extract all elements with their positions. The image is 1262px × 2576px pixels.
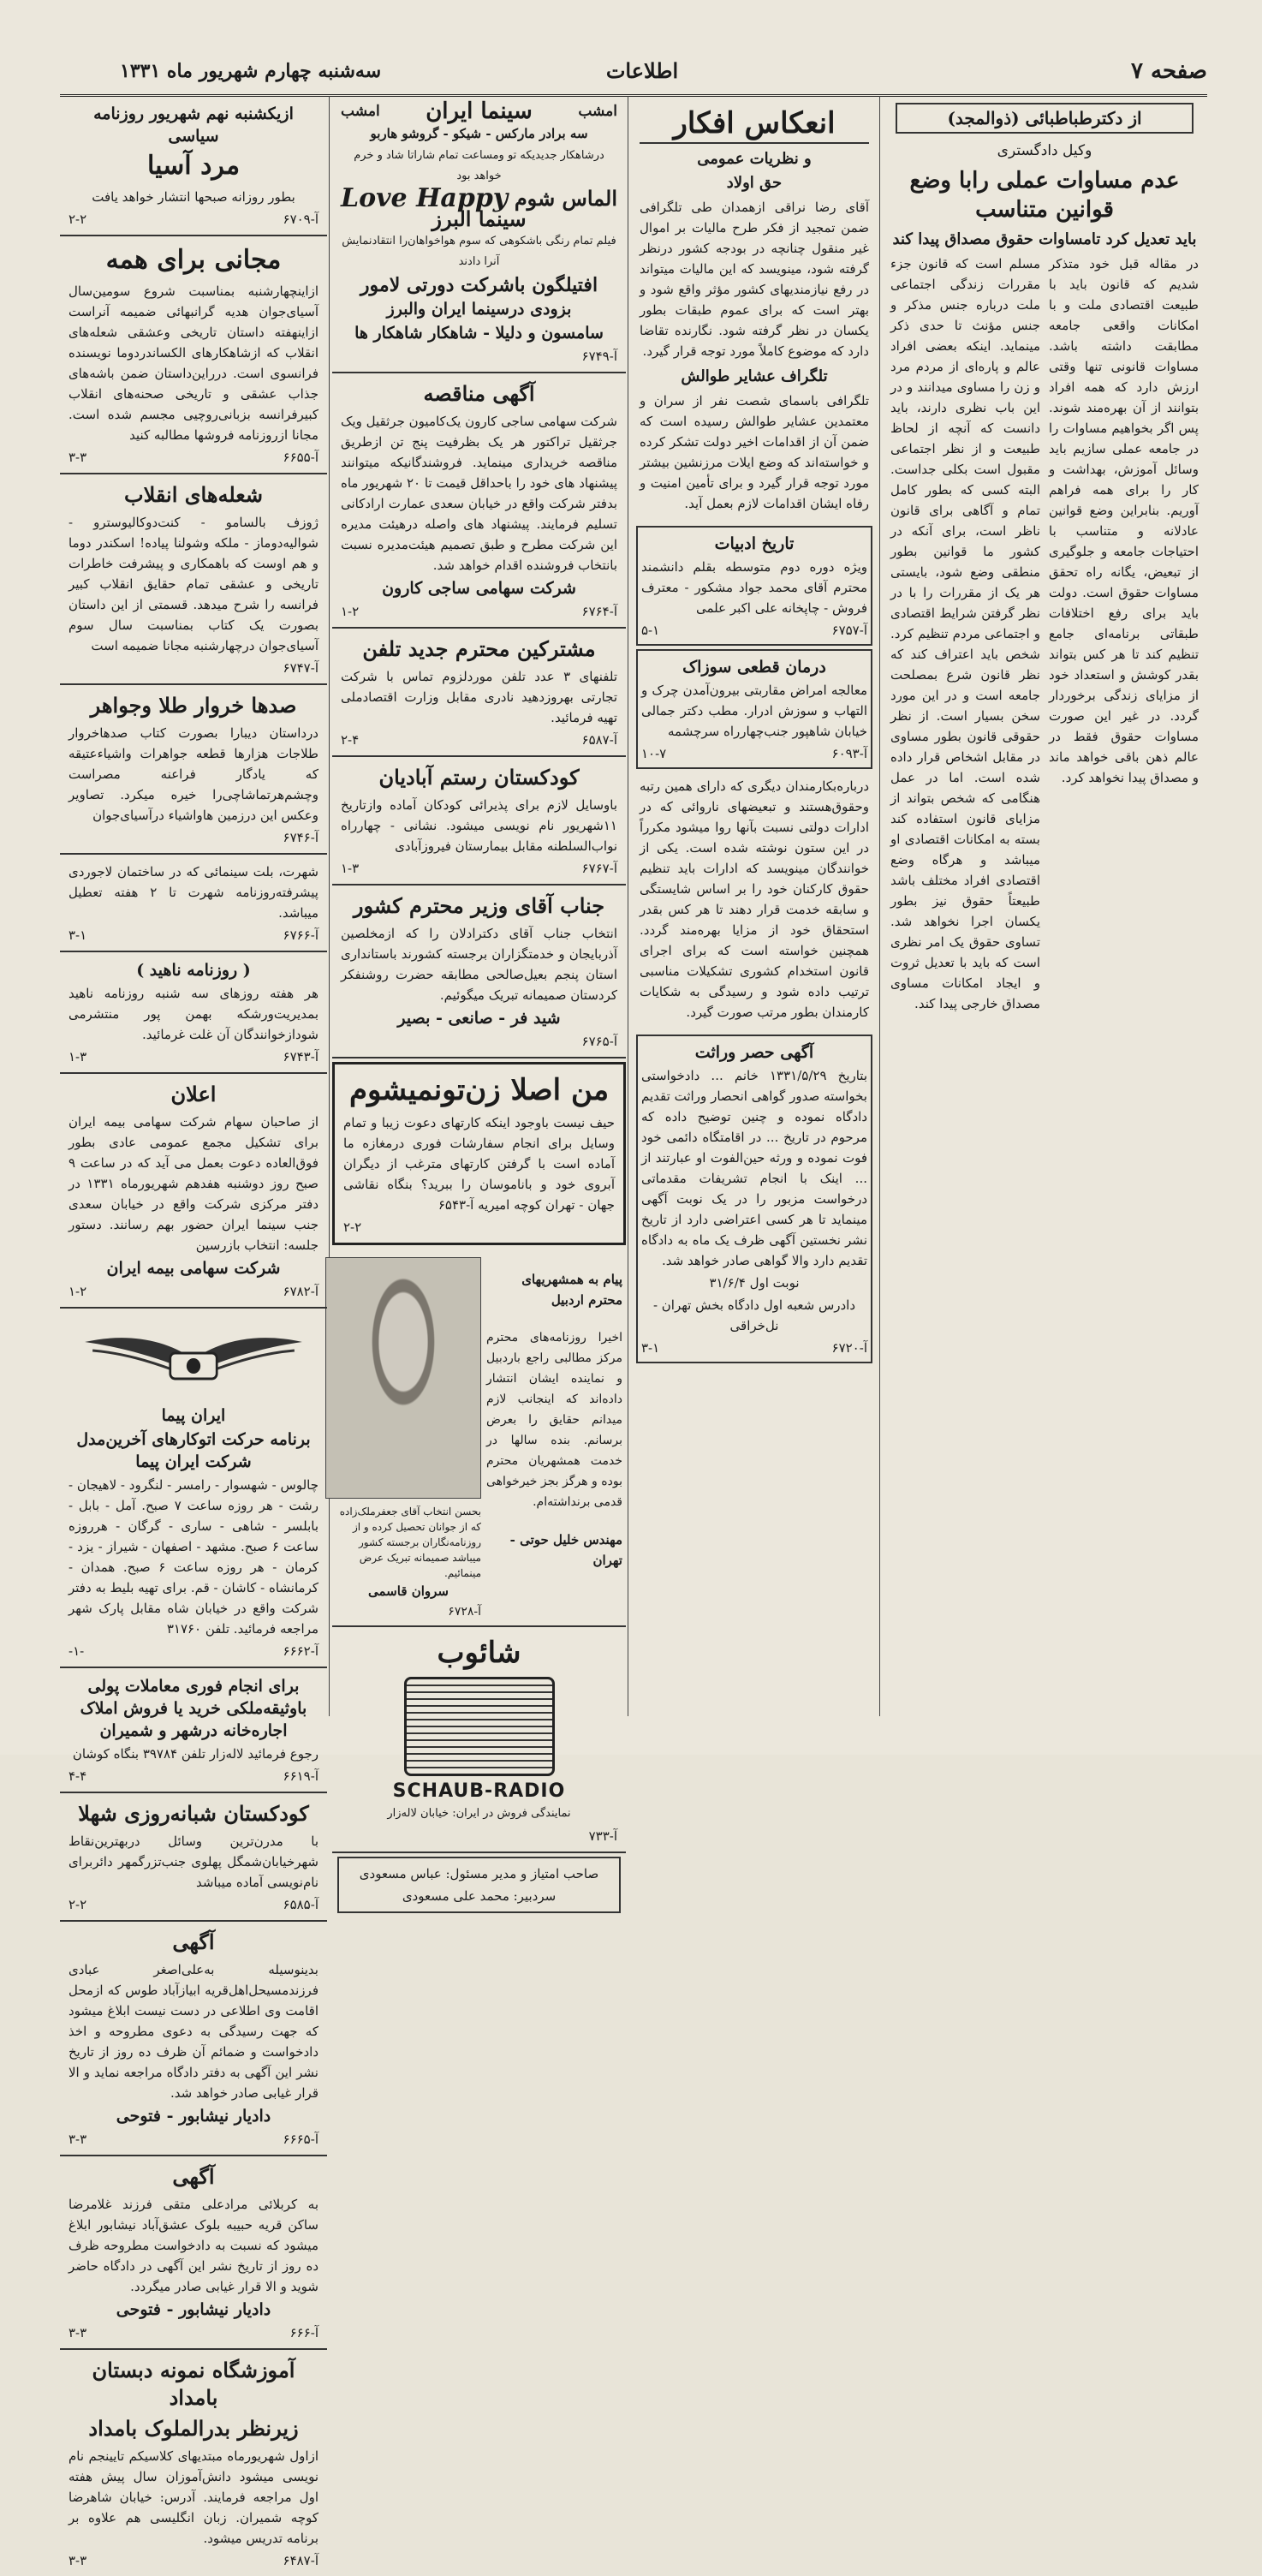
ad-ref: آ-۶۶۶ [289,2325,318,2340]
reflections-title: انعکاس افکار [640,104,869,144]
ad-title: زیرنظر بدرالملوک بامداد [88,2416,299,2441]
column-ads-1 [60,96,327,2568]
ad-title: جناب آقای وزیر محترم کشور [353,893,605,918]
ad-signature: دادرس شعبه اول دادگاه بخش تهران - نل‌خراقی [652,1297,856,1333]
ad-ref: ۳-۳ [68,450,87,465]
ad-ref: آ-۶۷۴۳ [283,1049,318,1064]
radio-brand-fa: شائوب [437,1636,521,1670]
ad-ref: آ-۶۶۶۲ [283,1643,318,1659]
ad-title: من اصلا زن‌تونمیشوم [348,1073,610,1107]
ad-ref: آ-۶۶۵۵ [283,450,318,465]
ad-title: آموزشگاه نمونه دبستان بامداد [92,2358,295,2410]
radio-illustration [404,1677,555,1776]
ad-ref: ۱-۳ [341,861,360,876]
ad-body: ازاینچهارشنبه بمناسبت شروع سومین‌سال آسیای‌جوان هدیه گرانبهائی ضمیمه آنراست ازاینهفته داستان تاریخی وعشقی شعله‌های انقلاب که ازشاهکارهای الکساندردوما نویسنده فرانسوی است. درراین‌داستان ضمن باشه‌های جذاب عشقی و تاریخی صحنه‌های انقلاب کبیرفرانسه بزبانی‌روچیی مجسم شده است. مجانا ازروزنامه فروشها مطالبه کنید [68,283,318,443]
ad-body: به کربلائی مرادعلی متقی فرزند غلامرضا ساکن قریه حبیبه بلوک عشق‌آباد نیشابور ابلاغ میشود که نسبت به دادخواست مطروحه ظرف ده روز از تاریخ نشر این آگهی در دادگاه حاضر شوید و الا قرار غیابی صادر میگردد. [68,2197,318,2294]
sec1-body: آقای رضا نراقی ازهمدان طی تلگرافی ضمن تمجید از فکر طرح مالیات بر اموال غیر منقول چنانچه در بودجه کشور درنظر گرفته شود، مینویسد که این مالیات میتواند در رفع نیازمندیهای کشور مؤثر واقع شود و بهتر است که برای عموم طبقات بطور یکسان در نظر گرفته شود. نگارنده تقاضا دارد که موضوع کاملاً مورد توجه قرار گیرد. [640,200,869,359]
film-cast: سه برادر مارکس - شیکو - گروشو هاربو [370,126,588,141]
column-ads-2 [332,96,626,1904]
ad-ref: ۱-۲ [68,1284,87,1299]
ad-literature-history [636,526,872,646]
owner-line: صاحب امتیاز و مدیر مسئول: عباس مسعودی [359,1866,599,1881]
radio-brand: SCHAUB-RADIO [392,1780,566,1802]
ad-body: هر هفته روزهای سه شنبه روزنامه ناهید بمدیریت‌ورشکه بهمن پور منتشرمی شودازخوانندگان آن غلت غرمائید. [68,986,318,1042]
ad-body: اخیرا روزنامه‌های محترم مرکز مطالبی راجع باردبیل و نماینده ایشان انتشار داده‌اند که اینجانب لازم میدانم حقایق را بعرض برسانم. بنده سالها در خدمت همشهریان محترم بوده و هرگز بجز خیرخواهی قدمی برنداشته‌ام. [486,1330,622,1509]
ad-ref: ۳-۳ [68,2325,87,2340]
ad-tender [332,373,626,629]
ad-body: بطور روزانه صبحها انتشار خواهد یافت [92,189,295,205]
body-continued: درباره‌بکارمندان دیگری که دارای همین رتبه وحقوق‌هستند و تبعیضهای ناروائی که در ادارات دولتی نسبت بآنها روا میشود مکرراً در این ستون نوشته شده است. یکی از خوانندگان مینویسد که ادارات باید تنظیم حقوق کارکنان خود را بر اساس شایستگی و سابقه خدمت قرار دهند تا هر کس بقدر استحقاق خود از مزایا بهره‌مند گردد. همچنین خواسته است که برای اجرای قانون استخدام کشوری تشکیلات مناسبی ترتیب داده شود و رسیدگی به شکایات کارمندان بطور مرتب صورت گیرد. [640,778,869,1020]
ad-nahid [60,952,327,1074]
reflections-continued [631,772,878,1031]
ad-clinic [636,649,872,769]
ad-ref: ۱-۲ [341,604,360,619]
film-line: بزودی درسینما ایران والبرز [386,300,572,319]
page-number: صفحه ۷ [1131,58,1207,84]
ad-inheritance [636,1035,872,1363]
winged-bus-logo [77,1321,310,1398]
ad-iran-peyma [60,1309,327,1668]
ad-signature: شرکت سهامی بیمه ایران [106,1259,281,1278]
ad-shahla [60,1793,327,1922]
ad-ref: آ-۶۷۶۷ [581,861,617,876]
ad-ref: آ-۶۷۶۶ [283,927,318,943]
ad-body: تلفنهای ۳ عدد تلفن موردلزوم تماس با شرکت تجارتی بهروزدهید نادری مقابل وزارت اقتصادملی تهیه فرمائید. [341,669,617,725]
ad-body: شرکت سهامی ساجی کارون یک‌کامیون جرثقیل ویک جرثقیل تراکتور هر یک بظرفیت پنج تن ازطریق مناقصه خریداری مینماید. فروشندگانیکه میتوانند پیشنهاد های خود را باحداقل قیمت تا ۲۰ شهریور ماه بدفتر شرکت واقع در خیابان سعدی عمارت ارادکانی تسلیم فرمایند. پیشنهاد های واصله درهیئت مدیره این شرکت مطرح و طبق تصمیم هیئت‌مدیره نسبت بانتخاب فروشنده اقدام خواهد شد. [341,414,617,573]
editor-line: سردبیر: محمد علی مسعودی [402,1888,557,1904]
ad-legal-1 [60,1922,327,2156]
ad-jewels [60,685,327,855]
logo-word: ایران پیما [161,1406,226,1425]
ad-ref: ۴-۴ [68,1768,87,1784]
reflections [631,96,878,522]
ad-title: کودکستان رستم آبادیان [378,765,580,790]
ad-title: تاریخ ادبیات [714,534,795,553]
ad-body: از صاحبان سهام شرکت سهامی بیمه ایران برای تشکیل مجمع عمومی عادی بطور فوق‌العاده دعوت بعمل می آید که در ساعت ۹ صبح روز دوشنبه هفدهم شهریورماه ۱۳۳۱ در دفتر مرکزی شرکت واقع در خیابان سعدی جنب سینما ایران حضور بهم رسانند. دستور جلسه: انتخاب بازرسین [68,1114,318,1253]
ad-title: برنامه حرکت اتوکارهای آخرین‌مدل شرکت ایران پیما [76,1430,311,1471]
ad-ref: ۳-۳ [68,2553,87,2568]
portrait-photo [325,1257,481,1499]
ad-body: چالوس - شهسوار - رامسر - لنگرود - لاهیجان - رشت - هر روزه ساعت ۷ صبح. آمل - بابل - بابلسر - شاهی - ساری - گرگان - هرروزه ساعت ۶ صبح. مشهد - اصفهان - شیراز - یزد - کرمان - هر روزه ساعت ۶ صبح. همدان - کرمانشاه - کاشان - قم. برای تهیه بلیط به دفتر شرکت واقع در خیابان شاه مقابل پارک شهر مراجعه فرمائید. تلفن ۳۱۷۶۰ [68,1477,318,1637]
article-equality [882,96,1207,1023]
reflections-subtitle: و نظریات عمومی [697,150,812,168]
column-rule [879,96,880,1716]
article-byline: از دکترطباطبائی (ذوالمجد) [896,103,1194,134]
film-line: درشاهکار جدیدیکه تو ومساعت تمام شاراتا شاد و خرم خواهد بود [354,149,604,182]
ad-revolution [60,474,327,685]
ad-minister [332,886,626,1058]
ad-title: اعلان [170,1082,217,1106]
ad-body: باوسایل لازم برای پذیرائی کودکان آماده وازتاریخ ۱۱شهریور نام نویسی میشود. نشانی - چهارراه نواب‌السلطنه مقابل بیمارستان فیروزآبادی [341,797,617,854]
ad-tailor [332,1062,626,1245]
ad-title: مجانی برای همه [105,245,282,275]
cinema-name: سینما البرز [432,206,527,231]
ad-title: برای انجام فوری معاملات پولی باوثیقه‌ملکی خرید یا فروش املاک اجاره‌خانه درشهر و شمیران [80,1677,307,1740]
ad-ref: آ-۶۷۲۰ [831,1340,867,1356]
ad-body: نمایندگی فروش در ایران: خیابان لاله‌زار [387,1807,571,1820]
ad-legal-2 [60,2156,327,2350]
sec2-body: تلگرافی باسمای شصت نفر از سران و معتمدین عشایر طوالش رسیده است که ضمن آن از اقدامات اخیر دولت تشکر کرده و خواسته‌اند که وضع ایلات مرزنشین بیشتر مورد توجه قرار گیرد و برای تأمین امنیت و رفاه ایشان اقدامات لازم بعمل آید. [640,393,869,511]
ad-body: درداستان دیبارا بصورت کتاب صدهاخروار طلاجات هزارها قطعه جواهرات واشیاءعتیقه که یادگار فراعنه مصراست وچشم‌هرتماشاچی‌را خیره میکرد. تصاویر وعکس این درزمین هاواشیاء درآسیای‌جوان [68,725,318,823]
ad-ref: ۵-۱ [641,623,660,638]
ad-ref: ۲-۲ [68,212,87,227]
ad-ref: ۳-۱ [641,1340,660,1356]
ad-signature: مهندس خلیل حوتی - تهران [509,1531,622,1568]
ad-body: بدینوسیله به‌علی‌اصغر عبادی فرزندمسیحل‌اهل‌قریه ابیازآباد طوس که ازمحل اقامت وی اطلاعی در دست نیست ابلاغ میشود که جهت رسیدگی به دعوی مطروحه و اخذ دادخواست و ضمائم آن ظرف ده روز از تاریخ نشر این آگهی به دفتر دادگاه مراجعه نماید و الا قرار غیابی صادر خواهد شد. [68,1962,318,2101]
ad-body: ژوزف بالسامو - کنت‌دوکالیوسترو - شوالیه‌دوماز - ملکه وشولنا پیاده! اسکندر دوما و هم اوست که باهمکاری و پیشرفت خاطرات تاریخی و عشقی تمام حقایق انقلاب کبیر فرانسه را شرح میدهد. قسمتی از این داستان بصورت یک کتاب بمناسبت سال سوم آسیای‌جوان درچهارشنبه مجانا ضمیمه است [68,515,318,653]
ad-body: معالجه امراض مقاربتی بیرون‌آمدن چرک و التهاب و سوزش ادرار. مطب دکتر جمالی خیابان شاهپور جنب‌چهارراه سرچشمه [641,683,867,739]
ad-body: ازاول شهریورماه مبتدیهای کلاسیکم تایینجم نام نویسی میشود دانش‌آموزان سال پیش هفته اول مراجعه فرمایند. آدرس: خیابان شاهرضا کوچه شمیران. زبان انگلیسی هم علاوه بر برنامه تدریس میشود. [68,2448,318,2546]
cinema-name: سینما ایران [426,98,533,124]
ad-ref: آ-۶۵۸۵ [283,1897,318,1912]
film-line: سامسون و دلیلا - شاهکار شاهکار ها [354,324,604,343]
ad-header: ازیکشنبه نهم شهریور روزنامه سیاسی [93,104,294,146]
ad-title: ( روزنامه ناهید ) [136,961,251,980]
ad-signature: شید فر - صانعی - بصیر [397,1009,561,1028]
ad-ardabil [332,1249,626,1627]
ad-ref: آ-۶۷۶۴ [581,604,617,619]
ad-ref: آ-۶۶۶۵ [283,2132,318,2147]
ad-ref: ۱۰-۷ [641,746,667,761]
ad-shohrat [60,855,327,952]
ad-ref: -۱- [68,1643,85,1659]
ad-title: کودکستان شبانه‌روزی شهلا [78,1801,309,1826]
ad-ref: آ-۶۷۰۹ [283,212,318,227]
ad-ref: آ-۶۷۴۹ [581,349,617,364]
film-line: فیلم تمام رنگی باشکوهی که سوم هواخواهان‌را انتقادنمایش آنرا دادند [342,235,616,268]
ad-realestate [60,1668,327,1793]
sec2-title: تلگراف عشایر طوالش [681,367,828,385]
article-title: عدم مساوات عملی رابا وضع قوانین متناسب [909,168,1180,223]
ad-title: آگهی [172,2164,215,2189]
ad-phone [332,629,626,757]
ad-title: آگهی حصر وراثت [694,1043,814,1062]
ad-signature: سروان قاسمی [368,1583,449,1599]
ad-body: بتاریخ ۱۳۳۱/۵/۲۹ خانم ... دادخواستی بخواسته صدور گواهی انحصار وراثت تقدیم دادگاه نموده و چنین توضیح داده که مرحوم در تاریخ ... در اقامتگاه دائمی خود فوت نموده و ورثه حین‌الفوت او عبارتند از ... اینک با انجام تشریفات مقدماتی درخواست مزبور را در یک نوبت آگهی مینماید تا هر کسی اعتراضی دارد از تاریخ نشر نخستین آگهی ظرف یک ماه به دادگاه تقدیم دارد والا گواهی صادر خواهد شد. [641,1068,868,1268]
masthead [60,53,1207,97]
article-body-right: در مقاله قبل خود متذکر شدیم که قانون باید با طبیعت اقتصادی ملت و با امکانات واقعی جامعه مطابقت داشته باشد. مساوات قانونی تنها وقتی ارزش دارد که همه افراد بتوانند از آن بهره‌مند شوند. پس اگر بخواهیم مساوات را در جامعه عملی سازیم باید وسائل آموزش، بهداشت و کار را برای همه فراهم آوریم. بنابراین وضع قوانین عادلانه و متناسب با احتیاجات جامعه و جلوگیری از تبعیض، یگانه راه تحقق مساوات حقوق است. دولت باید برای رفع اختلافات طبقاتی برنامه‌ای جامع تنظیم کند تا هر کس بتواند بقدر کوشش و استعداد خود از مزایای زندگی برخوردار گردد. در غیر این صورت مساوات حقوق فقط در عالم ذهن باقی خواهد ماند و مصداق پیدا نخواهد کرد. [1049,256,1199,785]
ad-note: نوبت اول ۳۱/۶/۴ [709,1275,800,1291]
article-sub: وکیل دادگستری [997,142,1092,159]
ad-ref: آ-۶۵۸۷ [581,732,617,748]
ad-kindergarten [332,757,626,886]
paper-name: اطلاعات [605,58,679,83]
ad-body: ویژه دوره دوم متوسطه بقلم دانشمند محترم آقای محمد جواد مشکور - معترف فروش - چاپخانه علی اکبر علمی [641,559,867,616]
ad-title: آگهی [172,1929,215,1954]
ad-ref: آ-۶۷۴۶ [283,830,318,845]
photo-caption: بحسن انتخاب آقای جعفرملک‌زاده که از جوانان تحصیل کرده و از روزنامه‌نگاران برجسته کشور میباشد صمیمانه تبریک عرض مینمائیم. [339,1506,481,1579]
ad-body: با مدرن‌ترین وسائل دربهترین‌نقاط شهرخیابان‌شمگل پهلوی جنب‌تزرگمهر دائربرای نام‌نویسی آماده میباشد [68,1834,318,1890]
ad-ref: ۳-۱ [68,927,87,943]
column-reflections [631,96,878,1720]
film-title-en: Love Happy [341,183,509,213]
ad-ref: آ-۶۷۵۷ [831,623,867,638]
ad-ref: ۲-۴ [341,732,360,748]
ad-ref: آ-۶۷۸۲ [283,1284,318,1299]
ad-ref: ۲-۲ [68,1897,87,1912]
owner-box [337,1857,621,1913]
ad-signature: شرکت سهامی ساجی کارون [382,579,576,598]
ad-title: آگهی مناقصه [423,381,535,406]
ad-ref: ۳-۳ [68,2132,87,2147]
ad-ref: آ-۶۷۲۸ [448,1605,481,1619]
article-body-left: مسلم است که قانون جزء مقررات زندگی اجتماعی ملت درباره جنس مذکر و جنس مؤنث تا حدی ذکر مینماید. اینکه بعضی افراد عالم و پاره‌ای از مردم مرد و زن را مساوی میدانند و در این باب نظری دارند، باید دانست که آنچه از لحاظ طبیعت و از نظر اجتماعی مقبول است بکلی جداست. البته کسی که بطور کامل تمام و آگاهی برای قانون ناظر است، برای آنکه در کشور ما قوانین بطور منطقی وضع شود، بایستی هر یک از مقررات را با در نظر گرفتن شرایط اقتصادی و اجتماعی مردم تنظیم کرد. شخص باید اعتراف کند که نظر قانون شرع بمصلحت جامعه است و در این مورد سخن بسیار است. از نظر حقوقی قانون بطور مساوی در مقابل اشخاص قرار داده شده است. اما در عمل هنگامی که شخص بتواند از مزایای قانون استفاده کند بسته به امکانات اقتصادی او میباشد و هرگاه وضع اقتصادی افراد مختلف باشد طبیعتاً حقوق نیز بطور یکسان اجرا نخواهد شد. تساوی حقوق یک امر نظری است که باید با تعدیل ثروت و ایجاد امکانات مساوی مصداق خارجی پیدا کند. [890,256,1040,1011]
ad-ref: ۲-۲ [343,1219,362,1235]
ad-ref: آ-۶۴۸۷ [283,2553,318,2568]
sec1-title: حق اولاد [726,174,783,192]
ad-title: درمان قطعی سوزاک [682,658,826,677]
film-title: الماس شوم [514,186,617,211]
ad-body: انتخاب جناب آقای دکترادلان را که ازمخلصین آذربایجان و خدمتگزاران برجسته کشورند باستانداری استان پنجم بعیل‌صالحی مطابقه حضرت روشنفکر کردستان صمیمانه تبریک میگوئیم. [341,926,617,1003]
ad-free [60,236,327,474]
ad-notice [60,1074,327,1309]
ad-radio [332,1627,626,1853]
column-article [882,96,1207,1720]
ad-mard-asia [60,96,327,236]
ad-signature: دادیار نیشابور - فتوحی [116,2107,271,2126]
ad-title: مشترکین محترم جدید تلفن [362,636,596,661]
ad-cinema [332,96,626,373]
ad-body: شهرت، بلت سینمائی که در ساختمان لاجوردی پیشرفته‌روزنامه شهرت تا ۲ هفته تعطیل میباشد. [68,864,318,921]
ad-title: شعله‌های انقلاب [123,482,263,507]
ad-ref: ۱-۳ [68,1049,87,1064]
ad-ref: آ-۶۰۹۳ [831,746,867,761]
ad-ref: آ-۶۷۶۵ [581,1034,617,1049]
tonight-label: امشب [341,103,380,120]
ad-ref: آ-۶۷۴۷ [283,660,318,676]
ad-school [60,2350,327,2576]
article-subtitle: باید تعدیل کرد تامساوات حقوق مصداق پیدا کند [892,230,1197,248]
ad-ref: آ-۷۳۳ [588,1828,617,1844]
ad-body: رجوع فرمائید لاله‌زار تلفن ۳۹۷۸۴ بنگاه کوشان [72,1746,318,1762]
film-title: افتیلگون باشرکت دورتی لامور [360,274,598,296]
ad-signature: دادیار نیشابور - فتوحی [116,2300,271,2319]
ad-title: صدها خروار طلا وجواهر [90,693,297,718]
ad-title: پیام به همشهریهای محترم اردبیل [521,1271,622,1308]
ad-title: مرد آسیا [146,151,241,181]
ad-body: حیف نیست باوجود اینکه کارتهای دعوت زیبا و تمام وسایل برای انجام سفارشات فوری درمغازه ما آماده است با گرفتن کارتهای مترغب از دیگران آبروی خود و باناموسان را ببرید؟ بنگاه نقاشی جهان - تهران کوچه امیریه آ-۶۵۴۳ [343,1115,615,1213]
tonight-label: امشب [578,103,617,120]
issue-date: سه‌شنبه چهارم شهریور ماه ۱۳۳۱ [120,60,382,82]
ad-ref: آ-۶۶۱۹ [283,1768,318,1784]
